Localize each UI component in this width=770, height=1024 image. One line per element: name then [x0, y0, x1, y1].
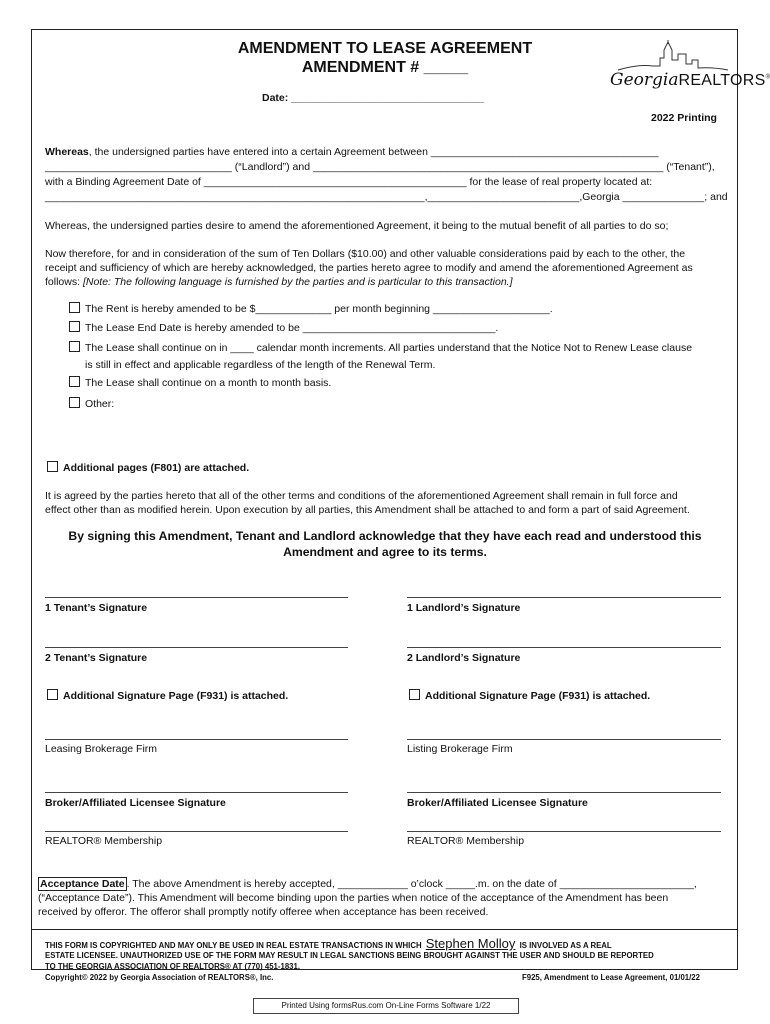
desire-paragraph: Whereas, the undersigned parties desire to amend the aforementioned Agreement, it being to the mutual benefit of all parties to do so;	[45, 220, 669, 232]
option-other[interactable]	[69, 397, 114, 411]
month-to-month-checkbox[interactable]	[69, 376, 80, 387]
option-month-to-month[interactable]	[69, 376, 331, 390]
broker-left-line[interactable]	[45, 792, 348, 793]
acknowledge-line-1: By signing this Amendment, Tenant and Landlord acknowledge that they have each read and understood this	[68, 529, 702, 543]
additional-signature-left-checkbox[interactable]	[47, 689, 58, 700]
form-title: AMENDMENT TO LEASE AGREEMENT	[237, 40, 533, 57]
tenant1-signature-line[interactable]	[45, 597, 348, 598]
footer-copyright: Copyright© 2022 by Georgia Association of REALTORS®, Inc.	[45, 973, 274, 982]
printing-year: 2022 Printing	[651, 112, 717, 124]
additional-signature-right[interactable]	[409, 689, 650, 703]
additional-signature-right-checkbox[interactable]	[409, 689, 420, 700]
skyline-icon	[608, 40, 738, 72]
footer-divider	[31, 929, 738, 930]
acknowledge-line-2: Amendment and agree to its terms.	[283, 545, 487, 559]
option-rent[interactable]	[69, 302, 553, 316]
consideration-follows: follows:	[45, 276, 83, 288]
landlord1-label: 1 Landlord’s Signature	[407, 602, 521, 614]
whereas-line-2[interactable]: ________________________________ (“Landlord”) and ____________________________________________________________ (“Tenant”),	[45, 161, 715, 173]
georgia-realtors-logo	[608, 40, 770, 100]
rent-checkbox[interactable]	[69, 302, 80, 313]
end-date-checkbox[interactable]	[69, 321, 80, 332]
printed-using-banner: Printed Using formsRus.com On-Line Forms Software 1/22	[253, 998, 519, 1014]
membership-left-label: REALTOR® Membership	[45, 835, 163, 847]
tenant2-label: 2 Tenant’s Signature	[45, 652, 148, 664]
whereas-line-1	[45, 145, 659, 159]
landlord2-signature-line[interactable]	[407, 647, 721, 648]
additional-pages-label: Additional pages (F801) are attached.	[63, 462, 250, 474]
option-continue[interactable]	[69, 341, 692, 355]
acceptance-text-1[interactable]: . The above Amendment is hereby accepted, ____________ o’clock _____.m. on the date of _______________________,	[126, 878, 697, 890]
agreed-line-1: It is agreed by the parties hereto that all of the other terms and conditions of the aforementioned Agreement shall remain in full force and	[45, 490, 678, 502]
option-end-date[interactable]	[69, 321, 498, 335]
leasing-firm-line[interactable]	[45, 739, 348, 740]
membership-right-line[interactable]	[407, 831, 721, 832]
option-continue-line-2: is still in effect and applicable regardless of the length of the Renewal Term.	[85, 359, 436, 371]
option-rent-label: The Rent is hereby amended to be $_____________ per month beginning ____________________.	[85, 303, 553, 315]
consideration-line-3	[45, 275, 513, 289]
whereas-line-4[interactable]: _________________________________________________________________,__________________________,Georgia ______________; and	[45, 191, 728, 203]
landlord1-signature-line[interactable]	[407, 597, 721, 598]
logo-script: Georgia	[610, 70, 679, 90]
consideration-note: [Note: The following language is furnished by the parties and is particular to this transaction.]	[82, 276, 513, 288]
additional-signature-left[interactable]	[47, 689, 288, 703]
acceptance-line-1[interactable]	[38, 877, 697, 891]
additional-pages-checkbox[interactable]	[47, 461, 58, 472]
listing-firm-label: Listing Brokerage Firm	[407, 743, 513, 755]
landlord2-label: 2 Landlord’s Signature	[407, 652, 521, 664]
consideration-line-1: Now therefore, for and in consideration of the sum of Ten Dollars ($10.00) and other valuable considerations paid by each to the other, the	[45, 248, 686, 260]
date-field[interactable]: Date: _________________________________	[262, 92, 484, 104]
logo-mark: ®	[765, 74, 770, 81]
consideration-line-2: receipt and sufficiency of which are hereby acknowledged, the parties hereto agree to modify and amend the aforementioned Agreement as	[45, 262, 693, 274]
option-end-date-label: The Lease End Date is hereby amended to be _________________________________.	[85, 322, 499, 334]
additional-pages[interactable]	[47, 461, 249, 475]
additional-signature-right-label: Additional Signature Page (F931) is attached.	[425, 690, 651, 702]
footer-line-3: TO THE GEORGIA ASSOCIATION OF REALTORS® AT (770) 451-1831.	[45, 962, 301, 971]
whereas-line-3[interactable]: with a Binding Agreement Date of _____________________________________________ for the lease of real property located at:	[45, 176, 653, 188]
agreed-line-2: effect other than as modified herein. Upon execution by all parties, this Amendment shall be attached to and form a part of said Agreement.	[45, 504, 690, 516]
footer-line-2: ESTATE LICENSEE. UNAUTHORIZED USE OF THE FORM MAY RESULT IN LEGAL SANCTIONS BEING BROUGHT AGAINST THE USER AND SHOULD BE REPORTED	[45, 951, 654, 960]
option-other-label: Other:	[85, 398, 115, 410]
licensee-name[interactable]: Stephen Molloy	[425, 936, 516, 951]
option-continue-label: The Lease shall continue on in ____ calendar month increments. All parties understand that the Notice Not to Renew Lease clause	[85, 342, 693, 354]
footer-text-1a: THIS FORM IS COPYRIGHTED AND MAY ONLY BE USED IN REAL ESTATE TRANSACTIONS IN WHICH	[45, 941, 422, 950]
tenant1-label: 1 Tenant’s Signature	[45, 602, 148, 614]
broker-right-label: Broker/Affiliated Licensee Signature	[407, 797, 588, 809]
footer-text-1b: IS INVOLVED AS A REAL	[519, 941, 612, 950]
acceptance-line-3: received by offeror. The offeror shall promptly notify offeree when acceptance has been received.	[38, 906, 489, 918]
acceptance-section	[38, 876, 734, 921]
continue-checkbox[interactable]	[69, 341, 80, 352]
footer-form-id: F925, Amendment to Lease Agreement, 01/01/22	[522, 973, 700, 982]
whereas-text-1[interactable]: , the undersigned parties have entered into a certain Agreement between _______________________________________	[88, 146, 659, 158]
option-month-to-month-label: The Lease shall continue on a month to month basis.	[85, 377, 332, 389]
acceptance-line-2: (“Acceptance Date”). This Amendment will become binding upon the parties when notice of the acceptance of the Amendment has been	[38, 892, 669, 904]
membership-left-line[interactable]	[45, 831, 348, 832]
broker-right-line[interactable]	[407, 792, 721, 793]
membership-right-label: REALTOR® Membership	[407, 835, 525, 847]
amendment-number: AMENDMENT # _____	[301, 59, 469, 76]
acceptance-label: Acceptance Date	[40, 878, 125, 890]
other-checkbox[interactable]	[69, 397, 80, 408]
tenant2-signature-line[interactable]	[45, 647, 348, 648]
logo-brand: REALTORS	[678, 72, 766, 89]
footer-line-1	[45, 936, 612, 952]
additional-signature-left-label: Additional Signature Page (F931) is attached.	[63, 690, 289, 702]
whereas-bold: Whereas	[45, 146, 89, 158]
broker-left-label: Broker/Affiliated Licensee Signature	[45, 797, 226, 809]
leasing-firm-label: Leasing Brokerage Firm	[45, 743, 158, 755]
listing-firm-line[interactable]	[407, 739, 721, 740]
